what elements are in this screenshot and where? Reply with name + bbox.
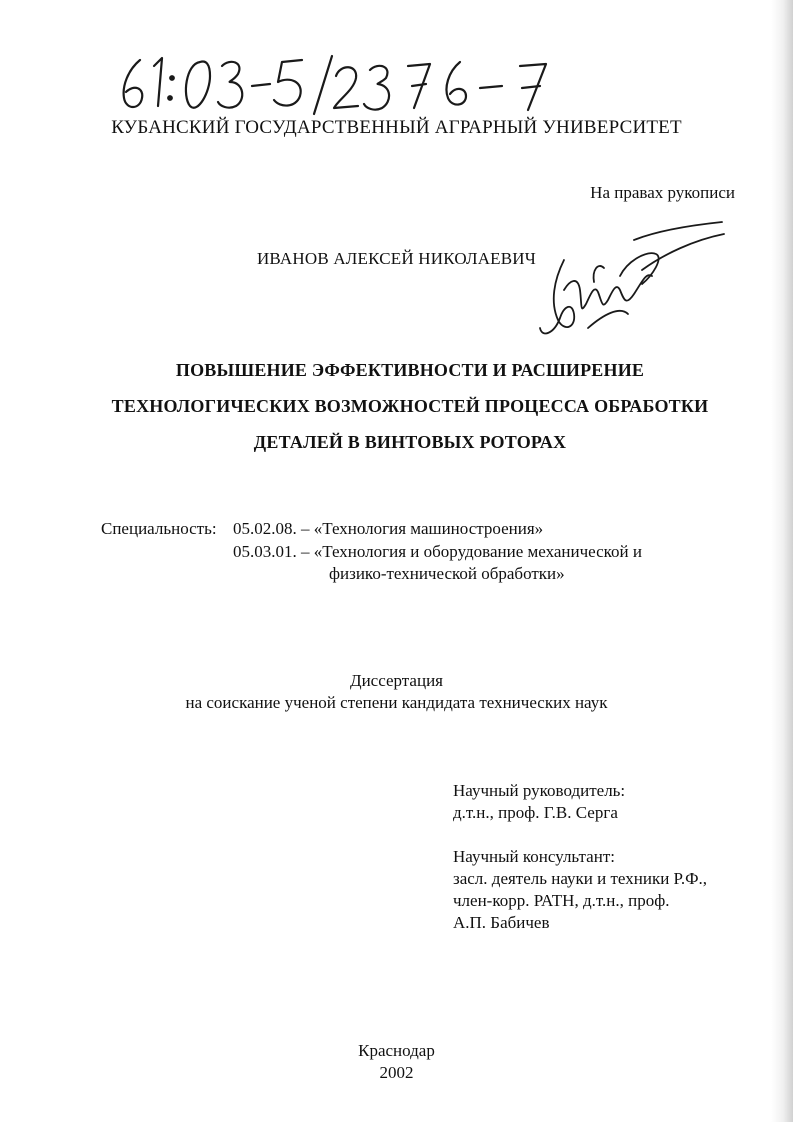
- consultant-line-2: член-корр. РАТН, д.т.н., проф.: [453, 891, 670, 910]
- city: Краснодар: [358, 1041, 435, 1060]
- degree-line: на соискание ученой степени кандидата технических наук: [185, 693, 608, 712]
- title-line-1: ПОВЫШЕНИЕ ЭФФЕКТИВНОСТИ И РАСШИРЕНИЕ: [175, 360, 645, 380]
- specialty-label: Специальность:: [101, 519, 217, 538]
- specialty-line-3: физико-технической обработки»: [329, 564, 565, 583]
- author-signature: [524, 210, 734, 350]
- title-line-2: ТЕХНОЛОГИЧЕСКИХ ВОЗМОЖНОСТЕЙ ПРОЦЕССА ОБРАБОТКИ: [111, 396, 709, 416]
- handwritten-archive-code: [118, 52, 618, 116]
- supervisor-name: д.т.н., проф. Г.В. Серга: [453, 803, 618, 822]
- year: 2002: [379, 1063, 414, 1082]
- university-name: КУБАНСКИЙ ГОСУДАРСТВЕННЫЙ АГРАРНЫЙ УНИВЕРСИТЕТ: [111, 117, 682, 138]
- consultant-line-3: А.П. Бабичев: [453, 913, 550, 932]
- title-line-3: ДЕТАЛЕЙ В ВИНТОВЫХ РОТОРАХ: [253, 432, 567, 452]
- rights-note: На правах рукописи: [590, 183, 735, 202]
- page-edge-shadow: [771, 0, 793, 1122]
- consultant-line-1: засл. деятель науки и техники Р.Ф.,: [453, 869, 708, 888]
- specialty-line-1: 05.02.08. – «Технология машиностроения»: [233, 519, 544, 538]
- dissertation-type: Диссертация: [349, 671, 443, 690]
- supervisor-label: Научный руководитель:: [453, 781, 626, 800]
- author-name: ИВАНОВ АЛЕКСЕЙ НИКОЛАЕВИЧ: [256, 249, 537, 268]
- specialty-line-2: 05.03.01. – «Технология и оборудование механической и: [233, 542, 642, 561]
- supervisor-block: [453, 780, 625, 824]
- dissertation-title: [80, 352, 740, 460]
- consultant-label: Научный консультант:: [453, 847, 615, 866]
- consultant-block: [453, 846, 707, 934]
